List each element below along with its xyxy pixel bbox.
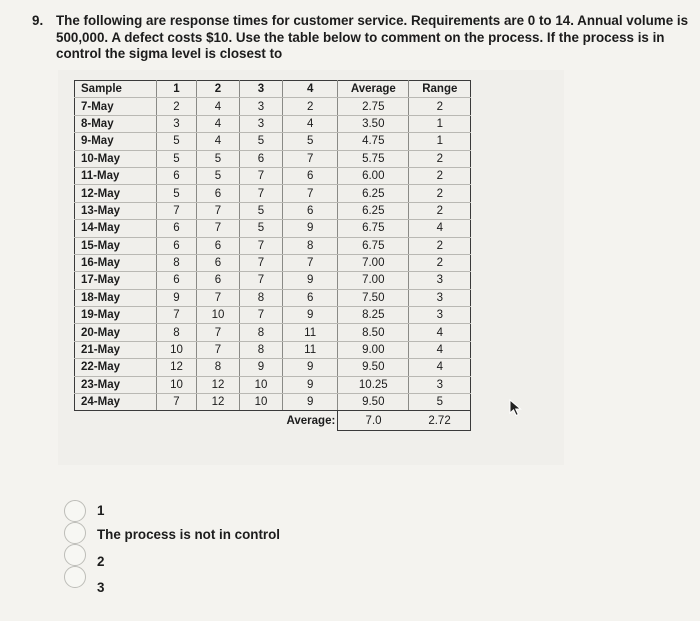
sample-2-cell: 7 [197, 341, 240, 358]
header-sample: Sample [75, 81, 157, 98]
option-1-label[interactable]: 1 [97, 503, 105, 518]
row-average-cell: 9.50 [338, 394, 409, 411]
row-range-cell: 2 [409, 98, 471, 115]
sample-date-cell: 15-May [75, 237, 157, 254]
header-sample-1: 1 [157, 81, 197, 98]
blank-cell [75, 411, 157, 431]
sample-3-cell: 3 [240, 115, 283, 132]
sample-1-cell: 5 [157, 150, 197, 167]
question-number: 9. [32, 13, 44, 28]
row-average-cell: 7.50 [338, 289, 409, 306]
sample-4-cell: 7 [283, 254, 338, 271]
sample-4-cell: 11 [283, 324, 338, 341]
blank-cell [157, 411, 197, 431]
sample-3-cell: 9 [240, 359, 283, 376]
row-range-cell: 2 [409, 254, 471, 271]
sample-1-cell: 6 [157, 167, 197, 184]
sample-4-cell: 6 [283, 202, 338, 219]
sample-4-cell: 5 [283, 133, 338, 150]
row-average-cell: 6.75 [338, 237, 409, 254]
sample-2-cell: 7 [197, 324, 240, 341]
sample-2-cell: 6 [197, 254, 240, 271]
option-4-label[interactable]: 3 [97, 580, 105, 595]
table-row [75, 150, 471, 167]
table-row [75, 220, 471, 237]
table-row [75, 289, 471, 306]
sample-2-cell: 7 [197, 289, 240, 306]
row-average-cell: 6.25 [338, 202, 409, 219]
sample-2-cell: 7 [197, 202, 240, 219]
row-average-cell: 7.00 [338, 254, 409, 271]
row-average-cell: 4.75 [338, 133, 409, 150]
row-range-cell: 2 [409, 237, 471, 254]
table-row [75, 115, 471, 132]
row-average-cell: 8.50 [338, 324, 409, 341]
sample-1-cell: 10 [157, 376, 197, 393]
sample-1-cell: 2 [157, 98, 197, 115]
sample-1-cell: 10 [157, 341, 197, 358]
sample-2-cell: 6 [197, 237, 240, 254]
sample-1-cell: 8 [157, 254, 197, 271]
sample-2-cell: 4 [197, 133, 240, 150]
row-range-cell: 4 [409, 341, 471, 358]
table-row [75, 394, 471, 411]
sample-3-cell: 5 [240, 202, 283, 219]
sample-date-cell: 16-May [75, 254, 157, 271]
sample-2-cell: 4 [197, 98, 240, 115]
question-text: The following are response times for customer service. Requirements are 0 to 14. Annual volume is 500,000. A defect costs $10. Use the table below to comment on the process. If the process is in control the sigma level is closest to [56, 13, 689, 61]
blank-cell [197, 411, 240, 431]
sample-4-cell: 6 [283, 289, 338, 306]
question [32, 13, 694, 63]
table-row [75, 98, 471, 115]
row-average-cell: 2.75 [338, 98, 409, 115]
summary-row [75, 411, 471, 431]
sample-1-cell: 8 [157, 324, 197, 341]
header-sample-2: 2 [197, 81, 240, 98]
option-2-label[interactable]: The process is not in control [97, 527, 281, 542]
sample-date-cell: 20-May [75, 324, 157, 341]
sample-1-cell: 12 [157, 359, 197, 376]
sample-date-cell: 21-May [75, 341, 157, 358]
sample-3-cell: 8 [240, 289, 283, 306]
sample-2-cell: 6 [197, 272, 240, 289]
sample-3-cell: 7 [240, 272, 283, 289]
row-average-cell: 3.50 [338, 115, 409, 132]
table-row [75, 359, 471, 376]
option-4-radio[interactable] [64, 566, 86, 588]
sample-date-cell: 14-May [75, 220, 157, 237]
row-average-cell: 5.75 [338, 150, 409, 167]
sample-date-cell: 22-May [75, 359, 157, 376]
sample-date-cell: 19-May [75, 307, 157, 324]
sample-2-cell: 5 [197, 150, 240, 167]
table-row [75, 202, 471, 219]
sample-4-cell: 9 [283, 359, 338, 376]
sample-1-cell: 7 [157, 202, 197, 219]
summary-average: 7.0 [338, 411, 409, 431]
sample-4-cell: 8 [283, 237, 338, 254]
sample-4-cell: 7 [283, 185, 338, 202]
sample-2-cell: 10 [197, 307, 240, 324]
table-row [75, 272, 471, 289]
sample-4-cell: 6 [283, 167, 338, 184]
sample-date-cell: 13-May [75, 202, 157, 219]
header-sample-4: 4 [283, 81, 338, 98]
option-1-radio[interactable] [64, 500, 86, 522]
sample-2-cell: 5 [197, 167, 240, 184]
table-row [75, 185, 471, 202]
table-row [75, 133, 471, 150]
table-header-row [75, 81, 471, 98]
summary-label: Average: [286, 415, 336, 428]
sample-date-cell: 7-May [75, 98, 157, 115]
table-row [75, 167, 471, 184]
row-average-cell: 8.25 [338, 307, 409, 324]
option-4[interactable] [64, 566, 86, 588]
header-average: Average [338, 81, 409, 98]
sample-1-cell: 9 [157, 289, 197, 306]
sample-3-cell: 5 [240, 133, 283, 150]
row-average-cell: 6.25 [338, 185, 409, 202]
option-2[interactable] [64, 522, 86, 544]
response-time-table [74, 80, 471, 431]
sample-1-cell: 7 [157, 394, 197, 411]
row-average-cell: 9.00 [338, 341, 409, 358]
row-average-cell: 6.00 [338, 167, 409, 184]
sample-3-cell: 7 [240, 167, 283, 184]
sample-date-cell: 10-May [75, 150, 157, 167]
row-range-cell: 2 [409, 150, 471, 167]
sample-2-cell: 8 [197, 359, 240, 376]
sample-1-cell: 5 [157, 133, 197, 150]
row-range-cell: 2 [409, 167, 471, 184]
sample-2-cell: 4 [197, 115, 240, 132]
sample-3-cell: 6 [240, 150, 283, 167]
row-range-cell: 4 [409, 359, 471, 376]
sample-date-cell: 8-May [75, 115, 157, 132]
row-range-cell: 4 [409, 324, 471, 341]
sample-3-cell: 5 [240, 220, 283, 237]
sample-date-cell: 12-May [75, 185, 157, 202]
table-row [75, 237, 471, 254]
sample-2-cell: 12 [197, 394, 240, 411]
sample-3-cell: 10 [240, 394, 283, 411]
sample-1-cell: 7 [157, 307, 197, 324]
row-range-cell: 3 [409, 307, 471, 324]
table-row [75, 376, 471, 393]
sample-date-cell: 11-May [75, 167, 157, 184]
mouse-pointer-icon [509, 399, 523, 417]
row-range-cell: 3 [409, 289, 471, 306]
sample-4-cell: 7 [283, 150, 338, 167]
table-row [75, 324, 471, 341]
option-3-radio[interactable] [64, 544, 86, 566]
row-range-cell: 1 [409, 133, 471, 150]
sample-1-cell: 3 [157, 115, 197, 132]
sample-3-cell: 7 [240, 307, 283, 324]
sample-4-cell: 9 [283, 272, 338, 289]
option-1[interactable] [64, 500, 86, 522]
sample-date-cell: 18-May [75, 289, 157, 306]
summary-range: 2.72 [409, 411, 471, 431]
row-range-cell: 3 [409, 272, 471, 289]
sample-3-cell: 7 [240, 185, 283, 202]
row-range-cell: 5 [409, 394, 471, 411]
sample-date-cell: 9-May [75, 133, 157, 150]
row-range-cell: 1 [409, 115, 471, 132]
header-sample-3: 3 [240, 81, 283, 98]
row-average-cell: 10.25 [338, 376, 409, 393]
sample-4-cell: 9 [283, 376, 338, 393]
sample-date-cell: 17-May [75, 272, 157, 289]
row-range-cell: 2 [409, 185, 471, 202]
sample-2-cell: 6 [197, 185, 240, 202]
sample-3-cell: 8 [240, 341, 283, 358]
sample-4-cell: 11 [283, 341, 338, 358]
sample-date-cell: 24-May [75, 394, 157, 411]
sample-1-cell: 6 [157, 272, 197, 289]
table-row [75, 307, 471, 324]
sample-3-cell: 8 [240, 324, 283, 341]
option-2-radio[interactable] [64, 522, 86, 544]
sample-4-cell: 9 [283, 307, 338, 324]
row-average-cell: 6.75 [338, 220, 409, 237]
row-average-cell: 7.00 [338, 272, 409, 289]
sample-3-cell: 3 [240, 98, 283, 115]
sample-3-cell: 7 [240, 254, 283, 271]
table-row [75, 341, 471, 358]
row-range-cell: 4 [409, 220, 471, 237]
sample-3-cell: 7 [240, 237, 283, 254]
sample-4-cell: 9 [283, 394, 338, 411]
row-range-cell: 3 [409, 376, 471, 393]
sample-3-cell: 10 [240, 376, 283, 393]
sample-1-cell: 6 [157, 237, 197, 254]
sample-4-cell: 9 [283, 220, 338, 237]
sample-1-cell: 5 [157, 185, 197, 202]
option-3[interactable] [64, 544, 86, 566]
table-row [75, 254, 471, 271]
sample-4-cell: 4 [283, 115, 338, 132]
sample-1-cell: 6 [157, 220, 197, 237]
row-range-cell: 2 [409, 202, 471, 219]
sample-date-cell: 23-May [75, 376, 157, 393]
sample-2-cell: 7 [197, 220, 240, 237]
sample-4-cell: 2 [283, 98, 338, 115]
sample-2-cell: 12 [197, 376, 240, 393]
blank-cell [240, 411, 283, 431]
row-average-cell: 9.50 [338, 359, 409, 376]
header-range: Range [409, 81, 471, 98]
option-3-label[interactable]: 2 [97, 554, 105, 569]
